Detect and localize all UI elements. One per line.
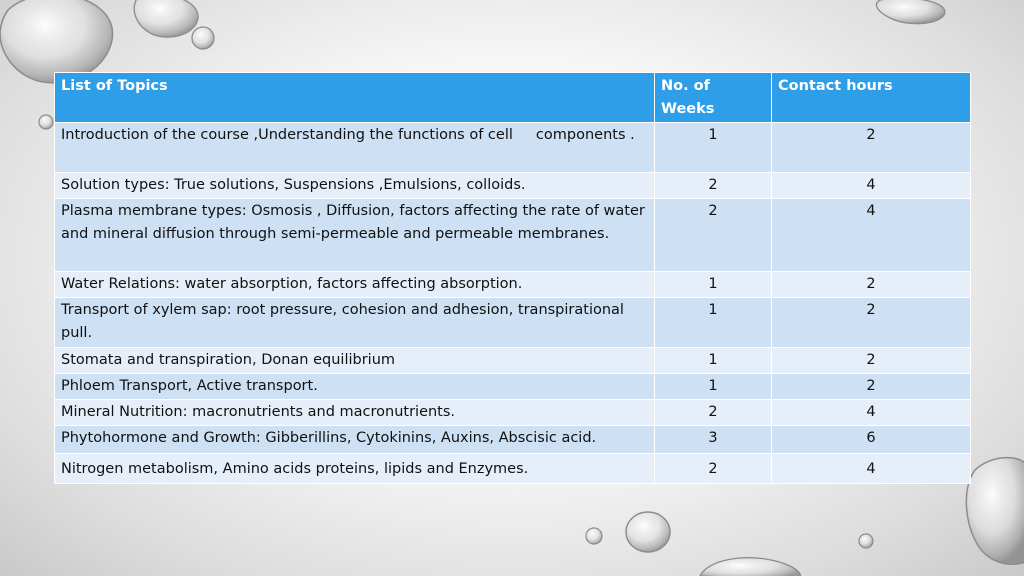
drop-top-center bbox=[134, 0, 214, 49]
table-row bbox=[55, 454, 971, 484]
drop-top-right bbox=[876, 0, 945, 24]
drop-left-small bbox=[39, 115, 53, 129]
table-row bbox=[55, 400, 971, 426]
topic-cell: Mineral Nutrition: macronutrients and macronutrients. bbox=[55, 400, 655, 426]
table-row bbox=[55, 426, 971, 454]
topics-table bbox=[54, 72, 971, 484]
header-no-of-weeks: No. of Weeks bbox=[655, 73, 772, 123]
table-row bbox=[55, 199, 971, 272]
topic-cell: Solution types: True solutions, Suspensions ,Emulsions, colloids. bbox=[55, 173, 655, 199]
weeks-cell: 2 bbox=[655, 400, 772, 426]
table-row bbox=[55, 272, 971, 298]
hours-cell: 4 bbox=[772, 400, 971, 426]
topic-cell: Transport of xylem sap: root pressure, cohesion and adhesion, transpirational pull. bbox=[55, 298, 655, 348]
weeks-cell: 2 bbox=[655, 173, 772, 199]
weeks-cell: 1 bbox=[655, 298, 772, 348]
drop-bottom-center bbox=[586, 512, 873, 576]
topic-cell: Nitrogen metabolism, Amino acids proteins, lipids and Enzymes. bbox=[55, 454, 655, 484]
table-row bbox=[55, 348, 971, 374]
header-list-of-topics: List of Topics bbox=[55, 73, 655, 123]
topic-cell: Water Relations: water absorption, factors affecting absorption. bbox=[55, 272, 655, 298]
hours-cell: 2 bbox=[772, 374, 971, 400]
weeks-cell: 3 bbox=[655, 426, 772, 454]
hours-cell: 4 bbox=[772, 199, 971, 272]
hours-cell: 2 bbox=[772, 123, 971, 173]
header-contact-hours: Contact hours bbox=[772, 73, 971, 123]
weeks-cell: 1 bbox=[655, 123, 772, 173]
hours-cell: 2 bbox=[772, 298, 971, 348]
table-row bbox=[55, 173, 971, 199]
hours-cell: 4 bbox=[772, 454, 971, 484]
topic-cell: Stomata and transpiration, Donan equilibrium bbox=[55, 348, 655, 374]
hours-cell: 4 bbox=[772, 173, 971, 199]
hours-cell: 6 bbox=[772, 426, 971, 454]
weeks-cell: 2 bbox=[655, 199, 772, 272]
drop-top-left bbox=[0, 0, 112, 83]
table-row bbox=[55, 374, 971, 400]
weeks-cell: 2 bbox=[655, 454, 772, 484]
topic-cell: Plasma membrane types: Osmosis , Diffusion, factors affecting the rate of water and mineral diffusion through semi-permeable and permeable membranes. bbox=[55, 199, 655, 272]
topic-cell: Phloem Transport, Active transport. bbox=[55, 374, 655, 400]
hours-cell: 2 bbox=[772, 272, 971, 298]
topic-cell: Phytohormone and Growth: Gibberillins, Cytokinins, Auxins, Abscisic acid. bbox=[55, 426, 655, 454]
weeks-cell: 1 bbox=[655, 272, 772, 298]
weeks-cell: 1 bbox=[655, 374, 772, 400]
table-row bbox=[55, 123, 971, 173]
topic-cell: Introduction of the course ,Understanding the functions of cell components . bbox=[55, 123, 655, 173]
weeks-cell: 1 bbox=[655, 348, 772, 374]
drop-right-large bbox=[966, 458, 1024, 565]
table-row bbox=[55, 298, 971, 348]
hours-cell: 2 bbox=[772, 348, 971, 374]
table-header-row bbox=[55, 73, 971, 123]
